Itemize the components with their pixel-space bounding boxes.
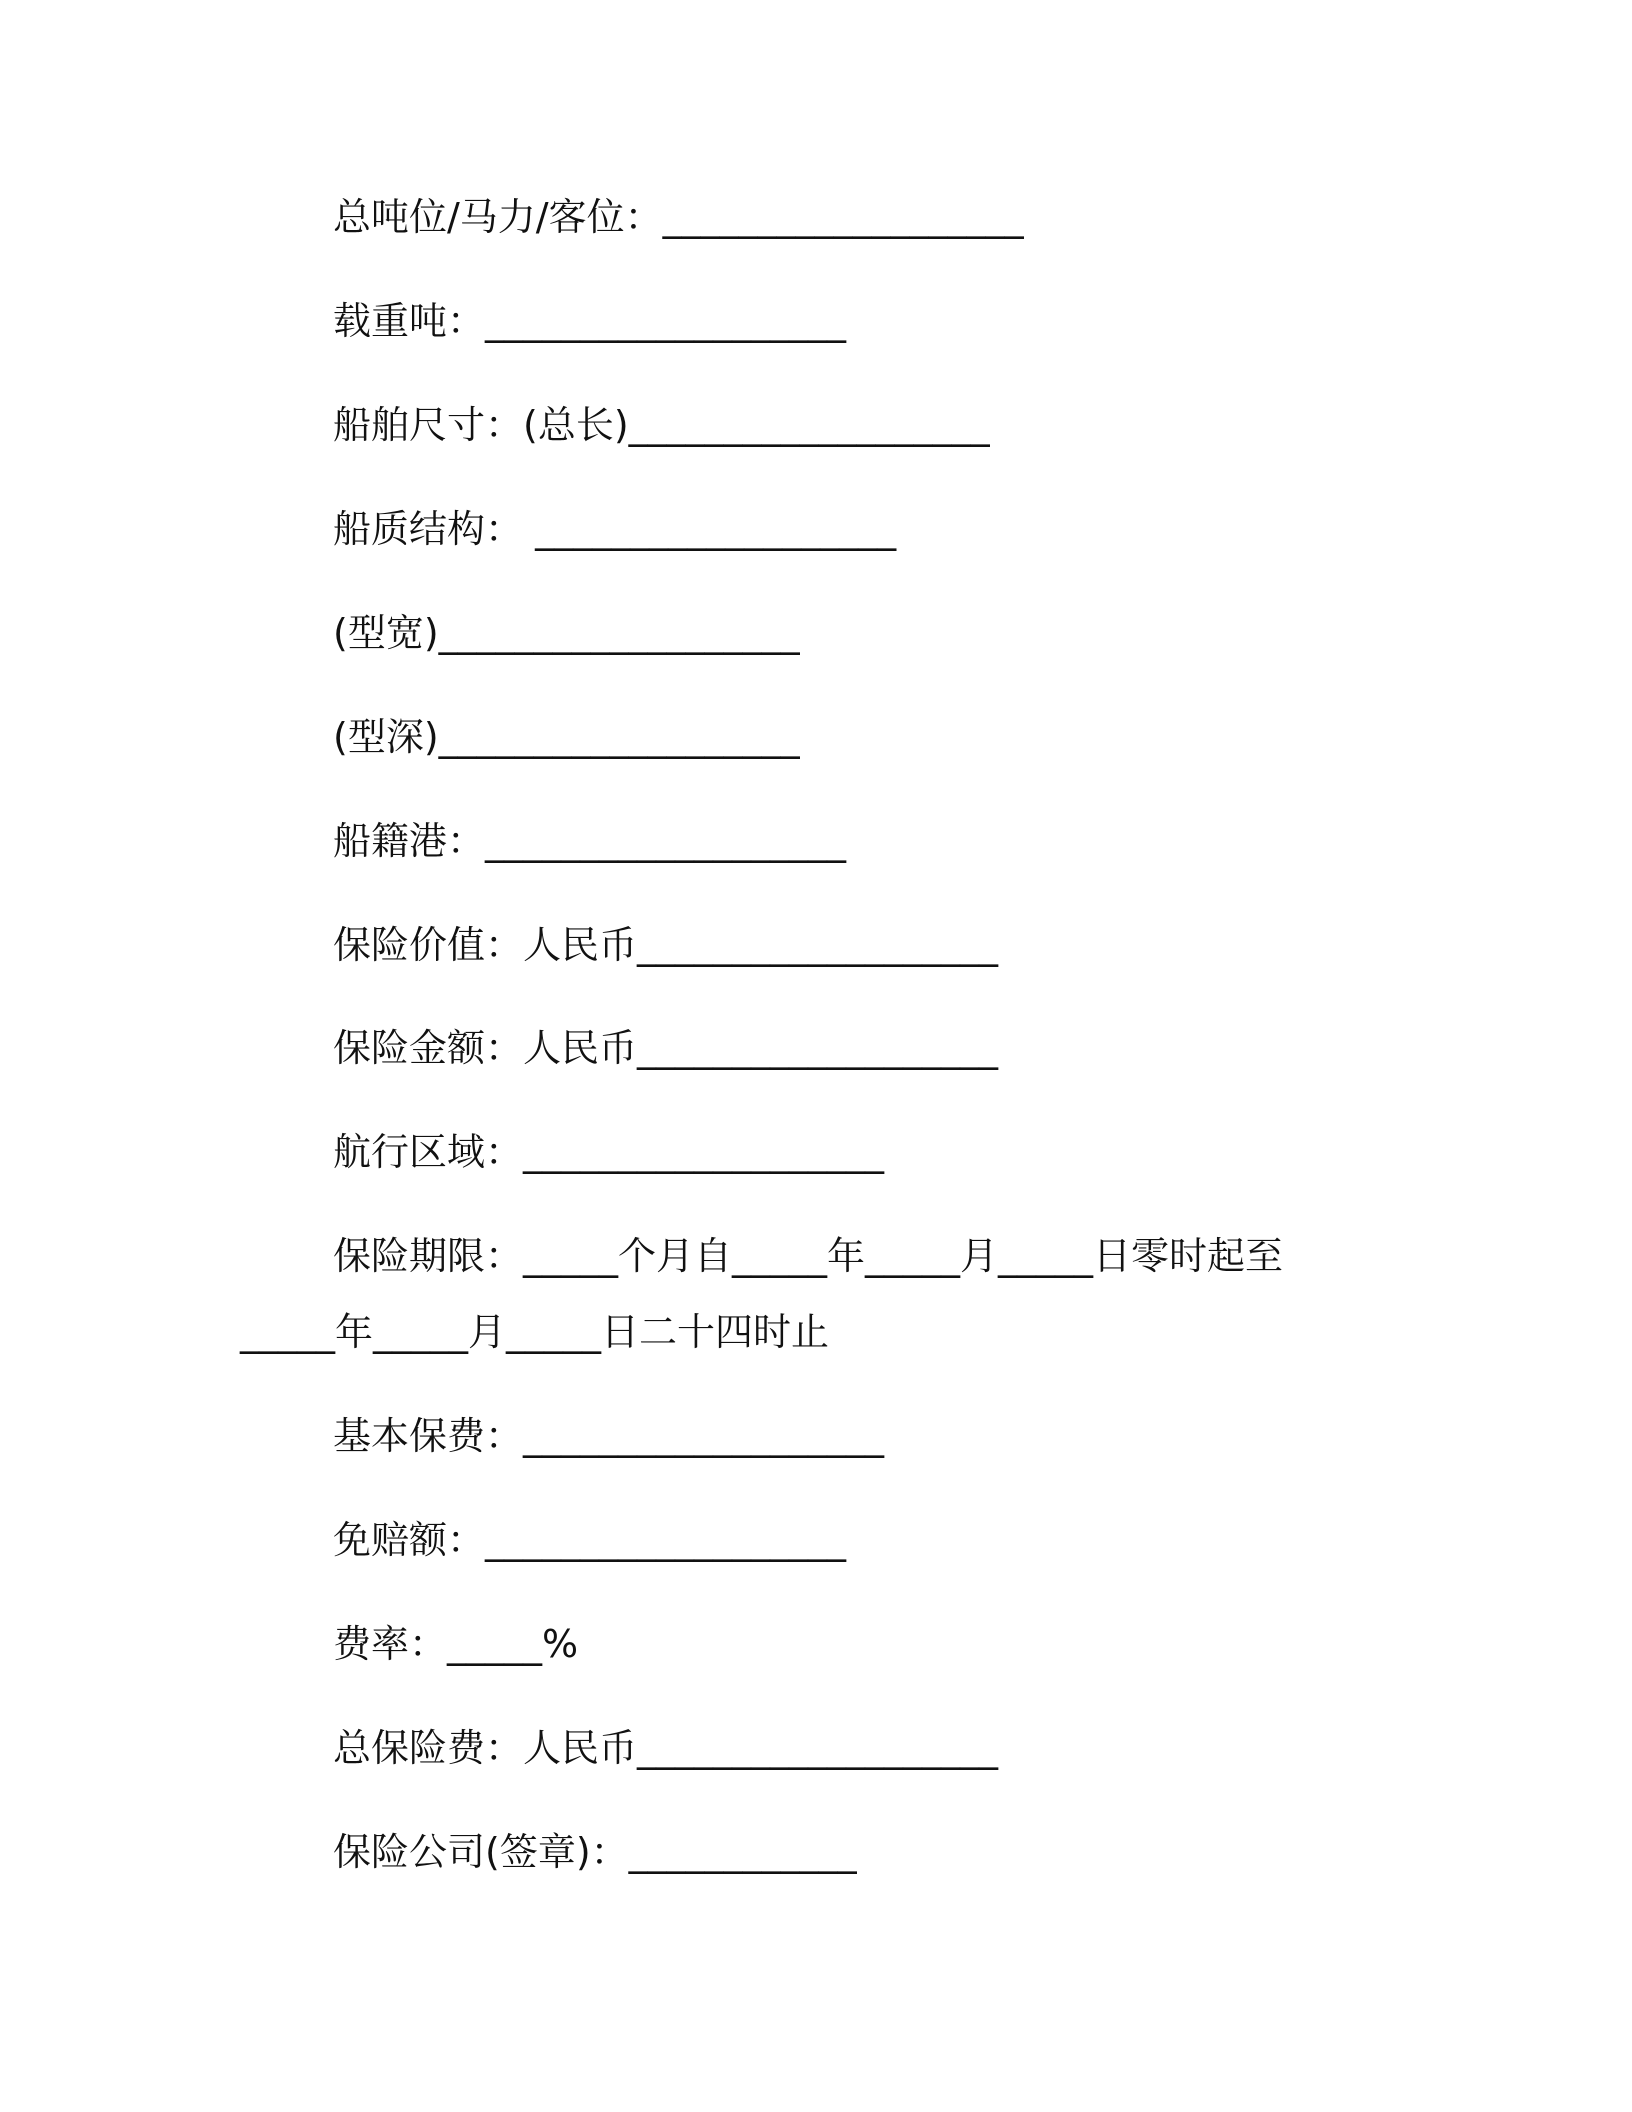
molded-breadth-line: (型宽)___________________ <box>333 611 800 655</box>
insurer-signature-line: 保险公司(签章)：____________ <box>333 1830 857 1874</box>
deadweight-line: 载重吨：___________________ <box>333 299 847 343</box>
gross-tonnage-line: 总吨位/马力/客位：___________________ <box>333 195 1024 239</box>
premium-rate-line: 费率：_____% <box>333 1622 579 1666</box>
ship-size-line: 船舶尺寸：(总长)___________________ <box>333 403 990 447</box>
port-of-registry-line: 船籍港：___________________ <box>333 819 847 863</box>
insured-amount-line: 保险金额：人民币___________________ <box>333 1026 999 1070</box>
molded-depth-line: (型深)___________________ <box>333 715 800 759</box>
total-premium-line: 总保险费：人民币___________________ <box>333 1726 999 1770</box>
insurance-period-line-1: 保险期限：_____个月自_____年_____月_____日零时起至 <box>333 1234 1284 1278</box>
insured-value-line: 保险价值：人民币___________________ <box>333 923 999 967</box>
insurance-period-line-2: _____年_____月_____日二十四时止 <box>240 1310 830 1354</box>
hull-structure-line: 船质结构： ___________________ <box>333 507 897 551</box>
deductible-line: 免赔额：___________________ <box>333 1518 847 1562</box>
navigation-area-line: 航行区域：___________________ <box>333 1130 885 1174</box>
basic-premium-line: 基本保费：___________________ <box>333 1414 885 1458</box>
